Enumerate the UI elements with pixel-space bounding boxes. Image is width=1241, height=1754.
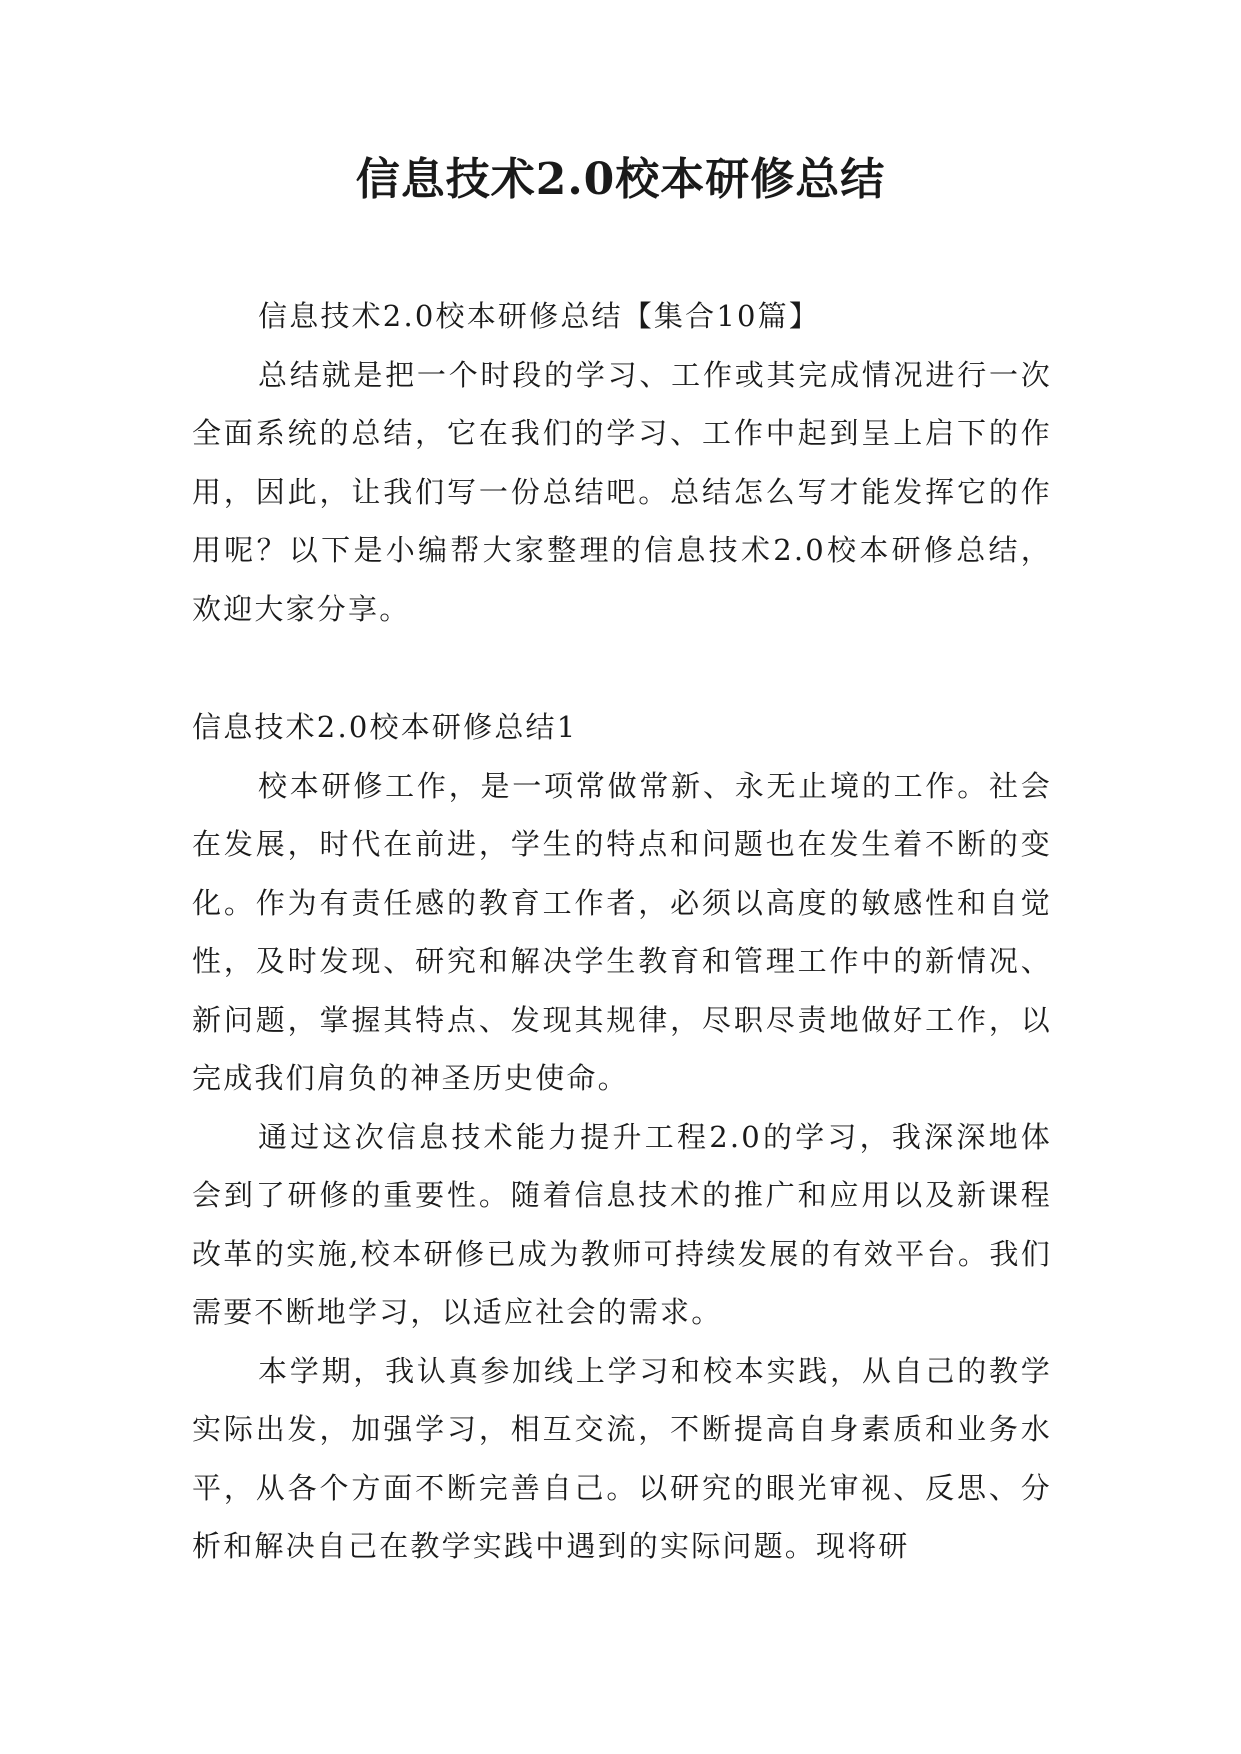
document-body	[192, 287, 1052, 1576]
document-subtitle: 信息技术2.0校本研修总结【集合10篇】	[258, 299, 821, 333]
section-heading: 信息技术2.0校本研修总结1	[192, 710, 578, 744]
body-paragraph-2: 通过这次信息技术能力提升工程2.0的学习，我深深地体会到了研修的重要性。随着信息技术的推广和应用以及新课程改革的实施,校本研修已成为教师可持续发展的有效平台。我们需要不断地学习，以适应社会的需求。	[192, 1119, 1052, 1329]
body-paragraph-3: 本学期，我认真参加线上学习和校本实践，从自己的教学实际出发，加强学习，相互交流，不断提高自身素质和业务水平，从各个方面不断完善自己。以研究的眼光审视、反思、分析和解决自己在教学实践中遇到的实际问题。现将研	[192, 1353, 1052, 1563]
body-paragraph-1: 校本研修工作，是一项常做常新、永无止境的工作。社会在发展，时代在前进，学生的特点和问题也在发生着不断的变化。作为有责任感的教育工作者，必须以高度的敏感性和自觉性，及时发现、研究和解决学生教育和管理工作中的新情况、新问题，掌握其特点、发现其规律，尽职尽责地做好工作，以完成我们肩负的神圣历史使命。	[192, 768, 1052, 1095]
document-title: 信息技术2.0校本研修总结	[355, 154, 886, 205]
intro-paragraph: 总结就是把一个时段的学习、工作或其完成情况进行一次全面系统的总结，它在我们的学习、工作中起到呈上启下的作用，因此，让我们写一份总结吧。总结怎么写才能发挥它的作用呢？以下是小编帮大家整理的信息技术2.0校本研修总结，欢迎大家分享。	[192, 357, 1052, 626]
